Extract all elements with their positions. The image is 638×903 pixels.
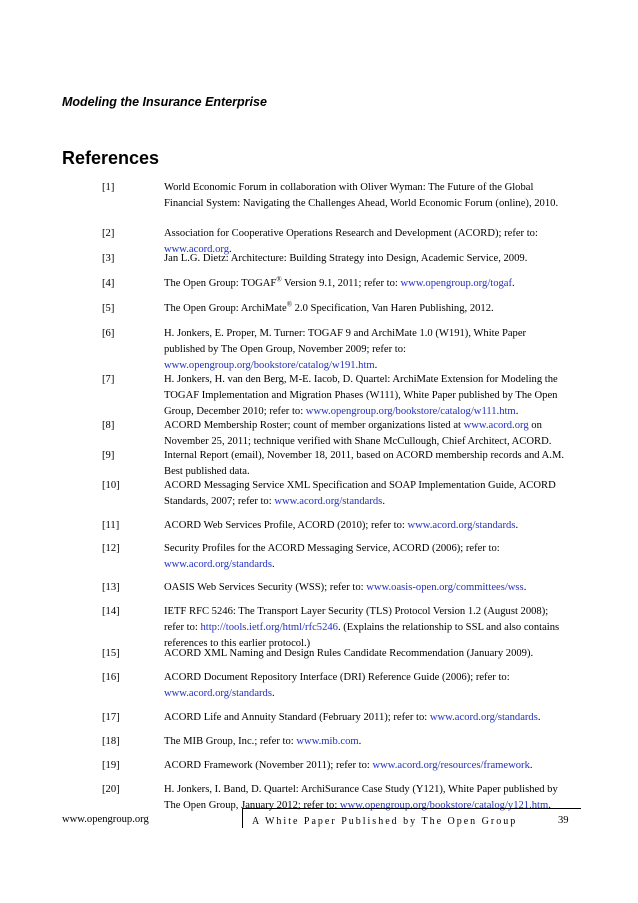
reference-link[interactable]: www.acord.org/standards <box>429 712 538 723</box>
reference-number: [4] <box>102 278 115 289</box>
reference-text <box>164 276 568 292</box>
reference-text <box>164 301 568 317</box>
reference-text-segment: . <box>548 800 551 811</box>
reference-text-segment: World Economic Forum in collaboration with Oliver Wyman: The Future of the Global Financial System: Navigating the Challenges Ahead, World Economic Forum (online), 2010. <box>164 182 559 209</box>
reference-number: [18] <box>102 736 120 747</box>
reference-link[interactable]: www.acord.org/standards <box>164 559 272 570</box>
reference-text-segment: ACORD Membership Roster; count of member organizations listed at <box>164 420 464 431</box>
reference-text <box>164 734 568 750</box>
reference-number: [8] <box>102 420 115 431</box>
reference-number: [20] <box>102 784 120 795</box>
registered-mark: ® <box>276 275 282 284</box>
running-header: Modeling the Insurance Enterprise <box>62 95 267 109</box>
reference-link[interactable]: http://tools.ietf.org/html/rfc5246 <box>200 622 338 633</box>
reference-text-segment: ACORD Document Repository Interface (DRI) Reference Guide (2006); refer to: <box>164 672 510 683</box>
reference-text-segment: ACORD Web Services Profile, ACORD (2010); refer to: <box>164 520 408 531</box>
reference-number: [15] <box>102 648 120 659</box>
reference-number: [10] <box>102 480 120 491</box>
reference-text-segment: on November 25, 2011; technique verified with Shane McCullough, Chief Architect, ACORD. <box>164 420 552 447</box>
reference-number: [16] <box>102 672 120 683</box>
reference-text <box>164 758 568 774</box>
reference-text-segment: . <box>358 736 362 747</box>
reference-link[interactable]: www.acord.org/standards <box>164 688 272 699</box>
reference-number: [11] <box>102 520 120 531</box>
reference-text <box>164 670 568 702</box>
reference-text-segment: . <box>271 688 275 699</box>
reference-text-segment: The MIB Group, Inc.; refer to: <box>164 736 297 747</box>
reference-text-segment: . <box>537 712 541 723</box>
reference-link[interactable]: www.mib.com <box>296 736 359 747</box>
reference-text <box>164 710 568 726</box>
reference-text-segment: Association for Cooperative Operations Research and Development (ACORD); refer to: <box>164 228 538 239</box>
reference-text <box>164 580 568 596</box>
reference-text-segment: Internal Report (email), November 18, 2011, based on ACORD membership records and A.M. Best published data. <box>164 450 565 477</box>
reference-text <box>164 326 568 374</box>
reference-text-segment: . <box>271 559 275 570</box>
reference-text-segment: IETF RFC 5246: The Transport Layer Security (TLS) Protocol Version 1.2 (August 2008); refer to: <box>164 606 549 633</box>
reference-number: [13] <box>102 582 120 593</box>
footer-rule <box>242 808 581 809</box>
reference-text-segment: OASIS Web Services Security (WSS); refer to: <box>164 582 367 593</box>
footer-title: A White Paper Published by The Open Group <box>252 816 518 827</box>
reference-text-segment: . <box>512 278 515 289</box>
reference-link[interactable]: www.opengroup.org/bookstore/catalog/y121.htm <box>339 800 549 811</box>
reference-text-segment: . <box>515 406 519 417</box>
reference-text <box>164 518 568 534</box>
reference-text <box>164 418 568 450</box>
reference-number: [5] <box>102 303 115 314</box>
reference-text-segment: H. Jonkers, H. van den Berg, M-E. Iacob, D. Quartel: ArchiMate Extension for Modeling the TOGAF Implementation and Migration Phases (W111), White Paper published by The Open Group, December 2010; refer to: <box>164 374 558 417</box>
reference-text-segment: . <box>515 520 519 531</box>
reference-text-segment: H. Jonkers, I. Band, D. Quartel: ArchiSurance Case Study (Y121), White Paper published by The Open Group, January 2012; refer to: <box>164 784 558 811</box>
reference-text-segment: H. Jonkers, E. Proper, M. Turner: TOGAF 9 and ArchiMate 1.0 (W191), White Paper published by The Open Group, November 2009; refer to: <box>164 328 527 355</box>
reference-text-segment: Version 9.1, 2011; refer to: <box>281 278 401 289</box>
reference-text <box>164 646 568 662</box>
reference-text-segment: ACORD Framework (November 2011); refer to: <box>164 760 373 771</box>
reference-text-segment: ACORD XML Naming and Design Rules Candidate Recommendation (January 2009). <box>164 648 534 659</box>
reference-text <box>164 251 568 267</box>
page-number: 39 <box>558 815 569 826</box>
reference-link[interactable]: www.acord.org/resources/framework <box>372 760 530 771</box>
reference-number: [19] <box>102 760 120 771</box>
reference-text-segment: Jan L.G. Dietz: Architecture: Building Strategy into Design, Academic Service, 2009. <box>164 253 528 264</box>
reference-text-segment: ACORD Life and Annuity Standard (February 2011); refer to: <box>164 712 430 723</box>
reference-text-segment: . (Explains the relationship to SSL and also contains references to this earlier protocol.) <box>164 622 560 649</box>
reference-text <box>164 448 568 480</box>
reference-link[interactable]: www.acord.org/standards <box>274 496 383 507</box>
reference-text-segment: The Open Group: ArchiMate <box>164 303 287 314</box>
reference-text-segment: . <box>374 360 378 371</box>
reference-link[interactable]: www.acord.org <box>164 244 230 255</box>
reference-text <box>164 782 568 814</box>
reference-link[interactable]: www.oasis-open.org/committees/wss <box>366 582 524 593</box>
reference-text <box>164 478 568 510</box>
footer-url[interactable]: www.opengroup.org <box>62 814 149 825</box>
reference-text-segment: . <box>229 244 232 255</box>
reference-text-segment: The Open Group: TOGAF <box>164 278 277 289</box>
section-title: References <box>62 148 160 168</box>
reference-number: [9] <box>102 450 115 461</box>
footer-divider <box>242 808 243 828</box>
reference-number: [7] <box>102 374 115 385</box>
reference-text-segment: ACORD Messaging Service XML Specification and SOAP Implementation Guide, ACORD Standards, 2007; refer to: <box>164 480 556 507</box>
reference-link[interactable]: www.opengroup.org/bookstore/catalog/w111.htm <box>305 406 516 417</box>
reference-number: [14] <box>102 606 120 617</box>
reference-text <box>164 541 568 573</box>
reference-text-segment: . <box>529 760 533 771</box>
reference-text <box>164 604 568 652</box>
reference-text-segment: . <box>382 496 385 507</box>
reference-link[interactable]: www.acord.org/standards <box>407 520 516 531</box>
reference-link[interactable]: www.opengroup.org/togaf <box>400 278 513 289</box>
reference-text-segment: Security Profiles for the ACORD Messaging Service, ACORD (2006); refer to: <box>164 543 500 554</box>
reference-number: [1] <box>102 182 115 193</box>
reference-number: [6] <box>102 328 115 339</box>
reference-number: [3] <box>102 253 115 264</box>
reference-text <box>164 180 568 212</box>
reference-link[interactable]: www.opengroup.org/bookstore/catalog/w191.htm <box>164 360 375 371</box>
reference-number: [2] <box>102 228 115 239</box>
reference-link[interactable]: www.acord.org <box>463 420 529 431</box>
reference-text <box>164 372 568 420</box>
reference-number: [17] <box>102 712 120 723</box>
reference-text-segment: . <box>523 582 527 593</box>
registered-mark: ® <box>286 300 293 309</box>
reference-text-segment: 2.0 Specification, Van Haren Publishing, 2012. <box>292 303 494 314</box>
reference-number: [12] <box>102 543 120 554</box>
